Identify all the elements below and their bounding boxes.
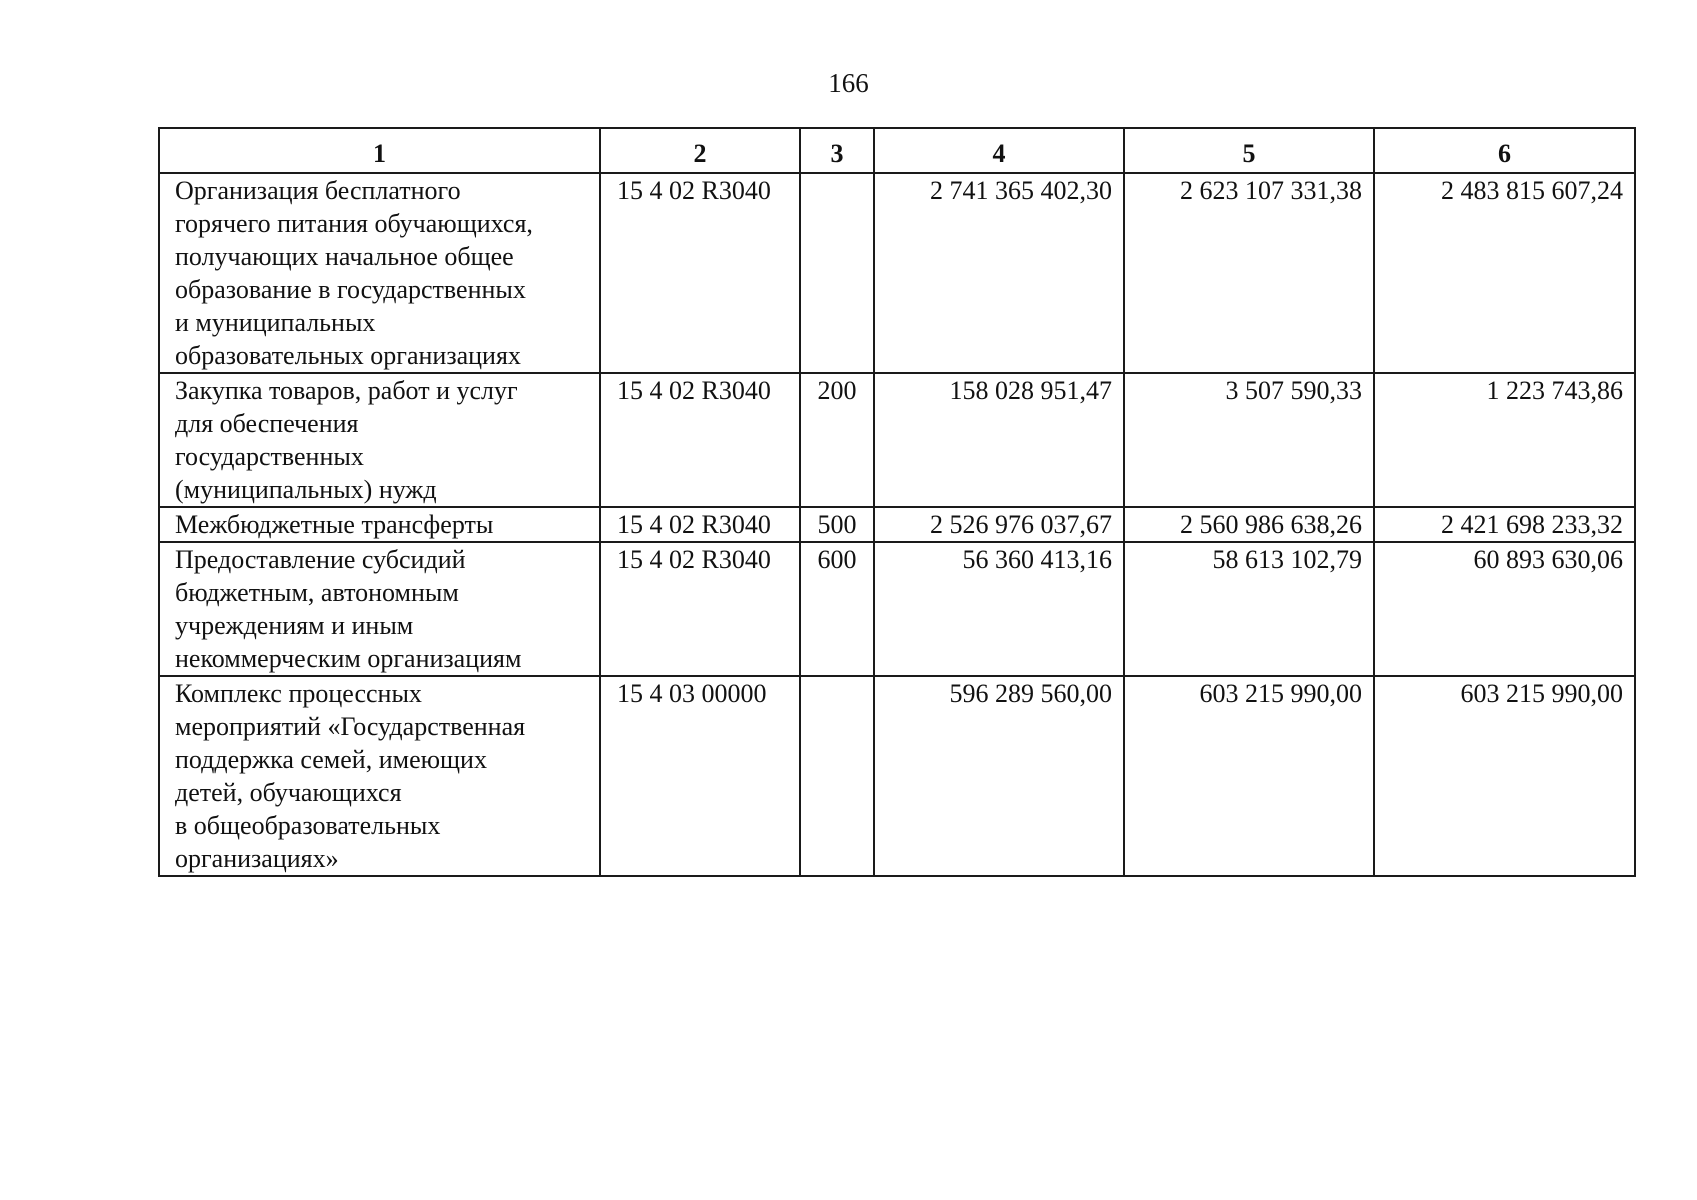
row-name-line: некоммерческим организациям	[175, 644, 522, 673]
row-value-col5: 58 613 102,79	[1124, 542, 1374, 676]
row-name-line: (муниципальных) нужд	[175, 475, 437, 504]
column-header: 5	[1124, 128, 1374, 173]
row-name-cell	[159, 676, 600, 876]
row-name-line: государственных	[175, 442, 364, 471]
row-name-cell	[159, 507, 600, 542]
row-name-cell	[159, 373, 600, 507]
row-expense-type-cell	[800, 676, 874, 876]
row-name-line: образовательных организациях	[175, 341, 521, 370]
row-name-line: бюджетным, автономным	[175, 578, 459, 607]
row-value-col6: 60 893 630,06	[1374, 542, 1635, 676]
row-name-line: и муниципальных	[175, 308, 376, 337]
row-value-col4: 158 028 951,47	[874, 373, 1124, 507]
row-name-line: Предоставление субсидий	[175, 545, 466, 574]
row-expense-type-cell: 200	[800, 373, 874, 507]
column-header: 3	[800, 128, 874, 173]
row-name-line: в общеобразовательных	[175, 811, 441, 840]
row-name-cell	[159, 542, 600, 676]
row-name-line: образование в государственных	[175, 275, 526, 304]
column-header: 6	[1374, 128, 1635, 173]
row-name-line: Закупка товаров, работ и услуг	[175, 376, 518, 405]
row-name-line: организациях»	[175, 844, 339, 873]
row-name-line: получающих начальное общее	[175, 242, 514, 271]
column-header: 4	[874, 128, 1124, 173]
row-name-line: Комплекс процессных	[175, 679, 422, 708]
row-expense-type-cell	[800, 173, 874, 373]
table-row	[159, 373, 1635, 507]
row-name-line: Организация бесплатного	[175, 176, 461, 205]
row-code-cell: 15 4 02 R3040	[600, 373, 800, 507]
row-value-col6: 2 483 815 607,24	[1374, 173, 1635, 373]
row-name-line: Межбюджетные трансферты	[175, 510, 494, 539]
row-code-cell: 15 4 03 00000	[600, 676, 800, 876]
row-name-cell	[159, 173, 600, 373]
table-header-row	[159, 128, 1635, 173]
row-name-line: детей, обучающихся	[175, 778, 402, 807]
row-code-cell: 15 4 02 R3040	[600, 507, 800, 542]
row-code-cell: 15 4 02 R3040	[600, 542, 800, 676]
table-row	[159, 173, 1635, 373]
row-value-col4: 56 360 413,16	[874, 542, 1124, 676]
row-value-col6: 1 223 743,86	[1374, 373, 1635, 507]
row-value-col5: 3 507 590,33	[1124, 373, 1374, 507]
row-name-line: учреждениям и иным	[175, 611, 414, 640]
table-row	[159, 676, 1635, 876]
page-number: 166	[828, 68, 869, 98]
row-name-line: для обеспечения	[175, 409, 359, 438]
row-value-col4: 596 289 560,00	[874, 676, 1124, 876]
row-value-col6: 2 421 698 233,32	[1374, 507, 1635, 542]
row-name-line: поддержка семей, имеющих	[175, 745, 487, 774]
row-value-col5: 603 215 990,00	[1124, 676, 1374, 876]
column-header: 1	[159, 128, 600, 173]
table-row	[159, 542, 1635, 676]
row-name-line: горячего питания обучающихся,	[175, 209, 533, 238]
row-expense-type-cell: 500	[800, 507, 874, 542]
row-expense-type-cell: 600	[800, 542, 874, 676]
row-value-col6: 603 215 990,00	[1374, 676, 1635, 876]
row-value-col4: 2 741 365 402,30	[874, 173, 1124, 373]
row-code-cell: 15 4 02 R3040	[600, 173, 800, 373]
row-name-line: мероприятий «Государственная	[175, 712, 526, 741]
table-row	[159, 507, 1635, 542]
column-header: 2	[600, 128, 800, 173]
row-value-col5: 2 623 107 331,38	[1124, 173, 1374, 373]
budget-table	[158, 127, 1636, 877]
row-value-col4: 2 526 976 037,67	[874, 507, 1124, 542]
row-value-col5: 2 560 986 638,26	[1124, 507, 1374, 542]
